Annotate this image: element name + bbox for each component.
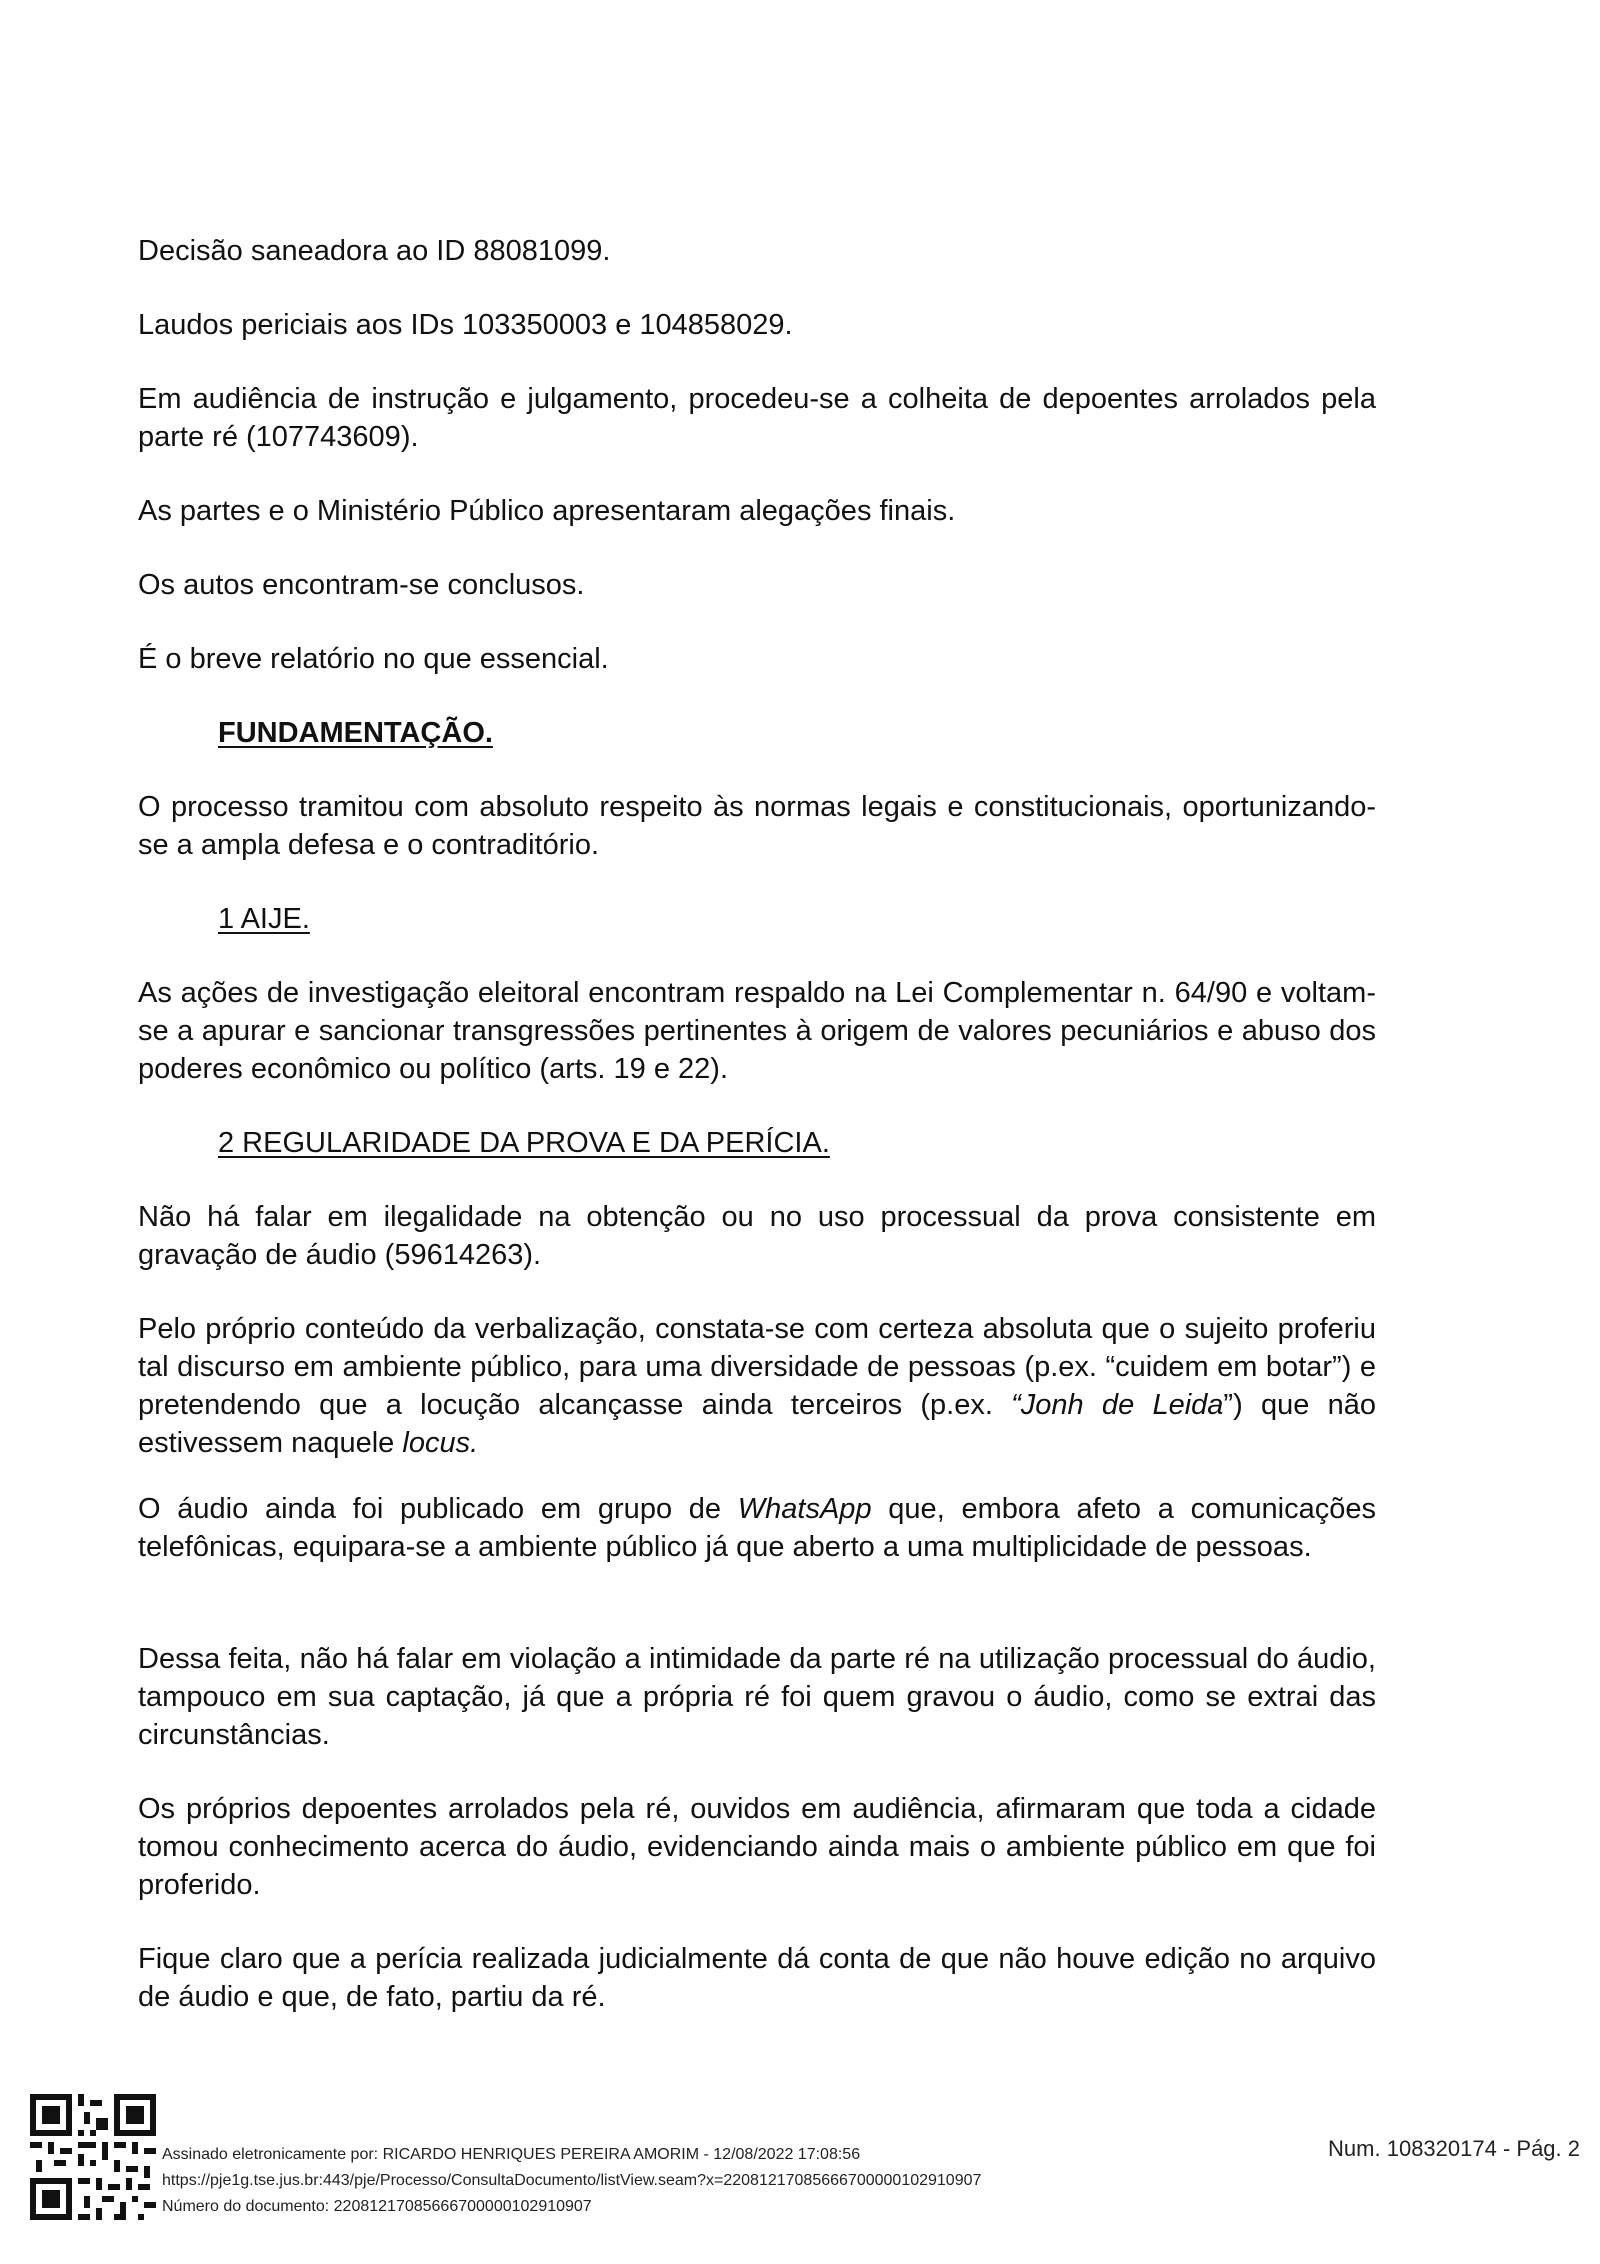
paragraph-ilegalidade: Não há falar em ilegalidade na obtenção ou no uso processual da prova consistente em gravação de áudio (59614263). bbox=[138, 1201, 1376, 1271]
paragraph-alegacoes: As partes e o Ministério Público apresentaram alegações finais. bbox=[138, 495, 956, 527]
paragraph-depoentes: Os próprios depoentes arrolados pela ré, ouvidos em audiência, afirmaram que toda a cidade tomou conhecimento acerca do áudio, evidenciando ainda mais o ambiente público em que foi proferido. bbox=[138, 1793, 1376, 1901]
footer-doc-number: Número do documento: 22081217085666700000102910907 bbox=[162, 2198, 592, 2215]
paragraph-acoes: As ações de investigação eleitoral encontram respaldo na Lei Complementar n. 64/90 e voltam-se a apurar e sancionar transgressões pertinentes à origem de valores pecuniários e abuso dos poderes econômico ou político (arts. 19 e 22). bbox=[138, 977, 1376, 1085]
paragraph-laudos: Laudos periciais aos IDs 103350003 e 104858029. bbox=[138, 309, 793, 341]
paragraph-pericia: Fique claro que a perícia realizada judicialmente dá conta de que não houve edição no arquivo de áudio e que, de fato, partiu da ré. bbox=[138, 1943, 1376, 2013]
footer-page-number: Num. 108320174 - Pág. 2 bbox=[1328, 2136, 1580, 2161]
paragraph-verbalizacao: Pelo próprio conteúdo da verbalização, constata-se com certeza absoluta que o sujeito proferiu tal discurso em ambiente público, para uma diversidade de pessoas (p.ex. “cuidem em botar”) e pretendendo que a locução alcançasse ainda terceiros (p.ex. “Jonh de Leida”) que não estivessem naquele locus. bbox=[138, 1313, 1376, 1459]
heading-regularidade: 2 REGULARIDADE DA PROVA E DA PERÍCIA. bbox=[218, 1127, 830, 1159]
heading-fundamentacao: FUNDAMENTAÇÃO. bbox=[218, 717, 493, 749]
footer-signature: Assinado eletronicamente por: RICARDO HENRIQUES PEREIRA AMORIM - 12/08/2022 17:08:56 bbox=[162, 2146, 861, 2163]
paragraph-whatsapp: O áudio ainda foi publicado em grupo de WhatsApp que, embora afeto a comunicações telefônicas, equipara-se a ambiente público já que aberto a uma multiplicidade de pessoas. bbox=[138, 1493, 1376, 1563]
paragraph-violacao: Dessa feita, não há falar em violação a intimidade da parte ré na utilização processual do áudio, tampouco em sua captação, já que a própria ré foi quem gravou o áudio, como se extrai das circunstâncias. bbox=[138, 1643, 1376, 1751]
qr-code-icon bbox=[30, 2094, 156, 2220]
paragraph-processo: O processo tramitou com absoluto respeito às normas legais e constitucionais, oportunizando-se a ampla defesa e o contraditório. bbox=[138, 791, 1376, 861]
heading-aije: 1 AIJE. bbox=[218, 903, 310, 935]
paragraph-decisao: Decisão saneadora ao ID 88081099. bbox=[138, 235, 611, 267]
paragraph-audiencia: Em audiência de instrução e julgamento, procedeu-se a colheita de depoentes arrolados pela parte ré (107743609). bbox=[138, 383, 1376, 453]
paragraph-conclusos: Os autos encontram-se conclusos. bbox=[138, 569, 585, 601]
footer-url[interactable]: https://pje1g.tse.jus.br:443/pje/Processo/ConsultaDocumento/listView.seam?x=22081217085666700000102910907 bbox=[162, 2172, 982, 2189]
paragraph-relatorio: É o breve relatório no que essencial. bbox=[138, 643, 609, 675]
